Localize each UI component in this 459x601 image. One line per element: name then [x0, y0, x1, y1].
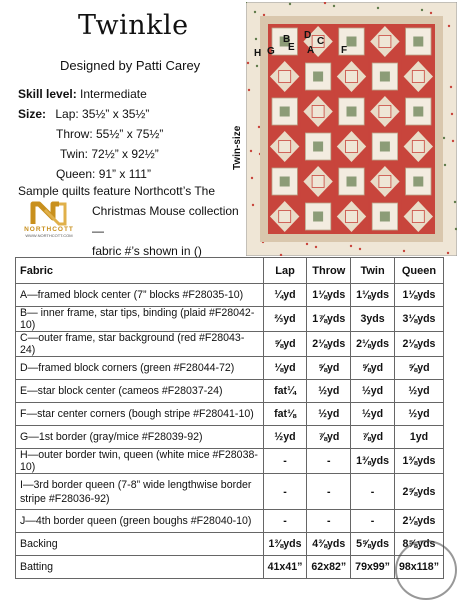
cell-lap: fat¼ — [263, 380, 307, 403]
quilt-image — [246, 2, 457, 256]
cell-throw: - — [307, 449, 351, 474]
size-throw: Throw: 55½” x 75½” — [56, 127, 164, 141]
cell-lap: 1⅜yds — [263, 533, 307, 556]
cell-twin: 2⅛yds — [351, 332, 395, 357]
cell-fabric: B— inner frame, star tips, binding (plaid #F28042-10) — [16, 307, 264, 332]
table-row — [16, 307, 444, 332]
cell-lap: ⅛yd — [263, 357, 307, 380]
cell-twin: 3yds — [351, 307, 395, 332]
header-throw: Throw — [307, 258, 351, 284]
cell-lap: 41x41” — [263, 556, 307, 579]
header-lap: Lap — [263, 258, 307, 284]
cell-throw: 62x82” — [307, 556, 351, 579]
cell-lap: ⅔yd — [263, 307, 307, 332]
cell-queen: 2⅝yds — [394, 474, 443, 510]
header-fabric: Fabric — [16, 258, 264, 284]
skill-label: Skill level: — [18, 87, 77, 101]
quilt-letter-d: D — [304, 30, 312, 41]
cell-queen: 1⅜yds — [394, 449, 443, 474]
header-queen: Queen — [394, 258, 443, 284]
cell-throw: - — [307, 510, 351, 533]
size-queen: Queen: 91” x 111” — [56, 167, 151, 181]
table-row — [16, 284, 444, 307]
quilt-info — [18, 84, 243, 184]
cell-queen: ½yd — [394, 380, 443, 403]
cell-fabric: A—framed block center (7” blocks #F28035-10) — [16, 284, 264, 307]
table-row — [16, 403, 444, 426]
cell-throw: ½yd — [307, 380, 351, 403]
table-row — [16, 332, 444, 357]
quilt-letter-e: E — [288, 42, 295, 53]
cell-queen: ½yd — [394, 403, 443, 426]
cell-lap: fat⅛ — [263, 403, 307, 426]
cell-fabric: F—star center corners (bough stripe #F28041-10) — [16, 403, 264, 426]
skill-level — [18, 84, 243, 104]
table-header-row — [16, 258, 444, 284]
cell-fabric: Batting — [16, 556, 264, 579]
quilt-letter-b: B — [283, 34, 291, 45]
quilt-letter-c: C — [317, 36, 325, 47]
cell-queen: 1yd — [394, 426, 443, 449]
cell-twin: 1⅜yds — [351, 449, 395, 474]
logo-url: WWW.NORTHCOTT.COM — [25, 233, 73, 238]
designer-credit: Designed by Patti Carey — [60, 58, 201, 73]
cell-twin: ⅝yd — [351, 357, 395, 380]
cell-queen: 1⅛yds — [394, 284, 443, 307]
northcott-n-icon — [18, 200, 80, 226]
cell-queen: 2⅛yds — [394, 510, 443, 533]
cell-fabric: H—outer border twin, queen (white mice #F28038-10) — [16, 449, 264, 474]
cell-fabric: C—outer frame, star background (red #F28043-24) — [16, 332, 264, 357]
table-row — [16, 357, 444, 380]
size-lap — [18, 104, 243, 124]
quilt-letter-g: G — [267, 46, 275, 57]
cell-twin: ⅞yd — [351, 426, 395, 449]
cell-throw: ⅝yd — [307, 357, 351, 380]
size-lap-value: Lap: 35½” x 35½” — [55, 107, 150, 121]
cell-twin: - — [351, 510, 395, 533]
quilt-letter-a: A — [307, 45, 315, 56]
fabric-requirements-table — [15, 257, 444, 579]
header-twin: Twin — [351, 258, 395, 284]
table-row — [16, 510, 444, 533]
skill-value: Intermediate — [80, 87, 147, 101]
table-row — [16, 449, 444, 474]
cell-lap: ½yd — [263, 426, 307, 449]
size-label: Size: — [18, 107, 47, 121]
cell-throw: 1⅞yds — [307, 307, 351, 332]
cell-twin: - — [351, 474, 395, 510]
cell-fabric: I—3rd border queen (7-8” wide lengthwise border stripe #F28036-92) — [16, 474, 264, 510]
cell-queen: ⅝yd — [394, 357, 443, 380]
cell-lap: - — [263, 449, 307, 474]
page-title: Twinkle — [78, 10, 189, 41]
sample-line-3: fabric #’s shown in () — [92, 244, 202, 258]
cell-fabric: Backing — [16, 533, 264, 556]
cell-queen: 8⅝yds — [394, 533, 443, 556]
cell-throw: ⅞yd — [307, 426, 351, 449]
table-row — [16, 533, 444, 556]
sample-line-1: Sample quilts feature Northcott’s The — [18, 184, 215, 198]
cell-twin: 1⅛yds — [351, 284, 395, 307]
cell-fabric: E—star block center (cameos #F28037-24) — [16, 380, 264, 403]
cell-lap: - — [263, 510, 307, 533]
quilt-illustration — [246, 2, 457, 256]
quilt-letter-h: H — [254, 48, 262, 59]
cell-throw: - — [307, 474, 351, 510]
northcott-logo — [18, 200, 80, 244]
cell-lap: - — [263, 474, 307, 510]
cell-throw: ½yd — [307, 403, 351, 426]
table-row — [16, 556, 444, 579]
cell-twin: ½yd — [351, 380, 395, 403]
sample-line-2: Christmas Mouse collection— — [92, 204, 239, 238]
cell-queen: 98x118” — [394, 556, 443, 579]
cell-throw: 4⅜yds — [307, 533, 351, 556]
table-row — [16, 426, 444, 449]
cell-lap: ¼yd — [263, 284, 307, 307]
cell-throw: 2⅛yds — [307, 332, 351, 357]
cell-twin: ½yd — [351, 403, 395, 426]
cell-fabric: G—1st border (gray/mice #F28039-92) — [16, 426, 264, 449]
cell-lap: ⅝yd — [263, 332, 307, 357]
cell-twin: 5⅝yds — [351, 533, 395, 556]
table-row — [16, 380, 444, 403]
table-row — [16, 474, 444, 510]
cell-fabric: D—framed block corners (green #F28044-72) — [16, 357, 264, 380]
cell-throw: 1⅛yds — [307, 284, 351, 307]
cell-queen: 3⅛yds — [394, 307, 443, 332]
cell-twin: 79x99” — [351, 556, 395, 579]
quilting-company-stamp — [395, 540, 457, 600]
logo-wordmark: NORTHCOTT — [24, 226, 74, 233]
cell-fabric: J—4th border queen (green boughs #F28040-10) — [16, 510, 264, 533]
quilt-letter-f: F — [341, 45, 348, 56]
cell-queen: 2⅛yds — [394, 332, 443, 357]
quilt-size-label: Twin-size — [232, 125, 243, 170]
size-twin: Twin: 72½” x 92½” — [60, 147, 159, 161]
